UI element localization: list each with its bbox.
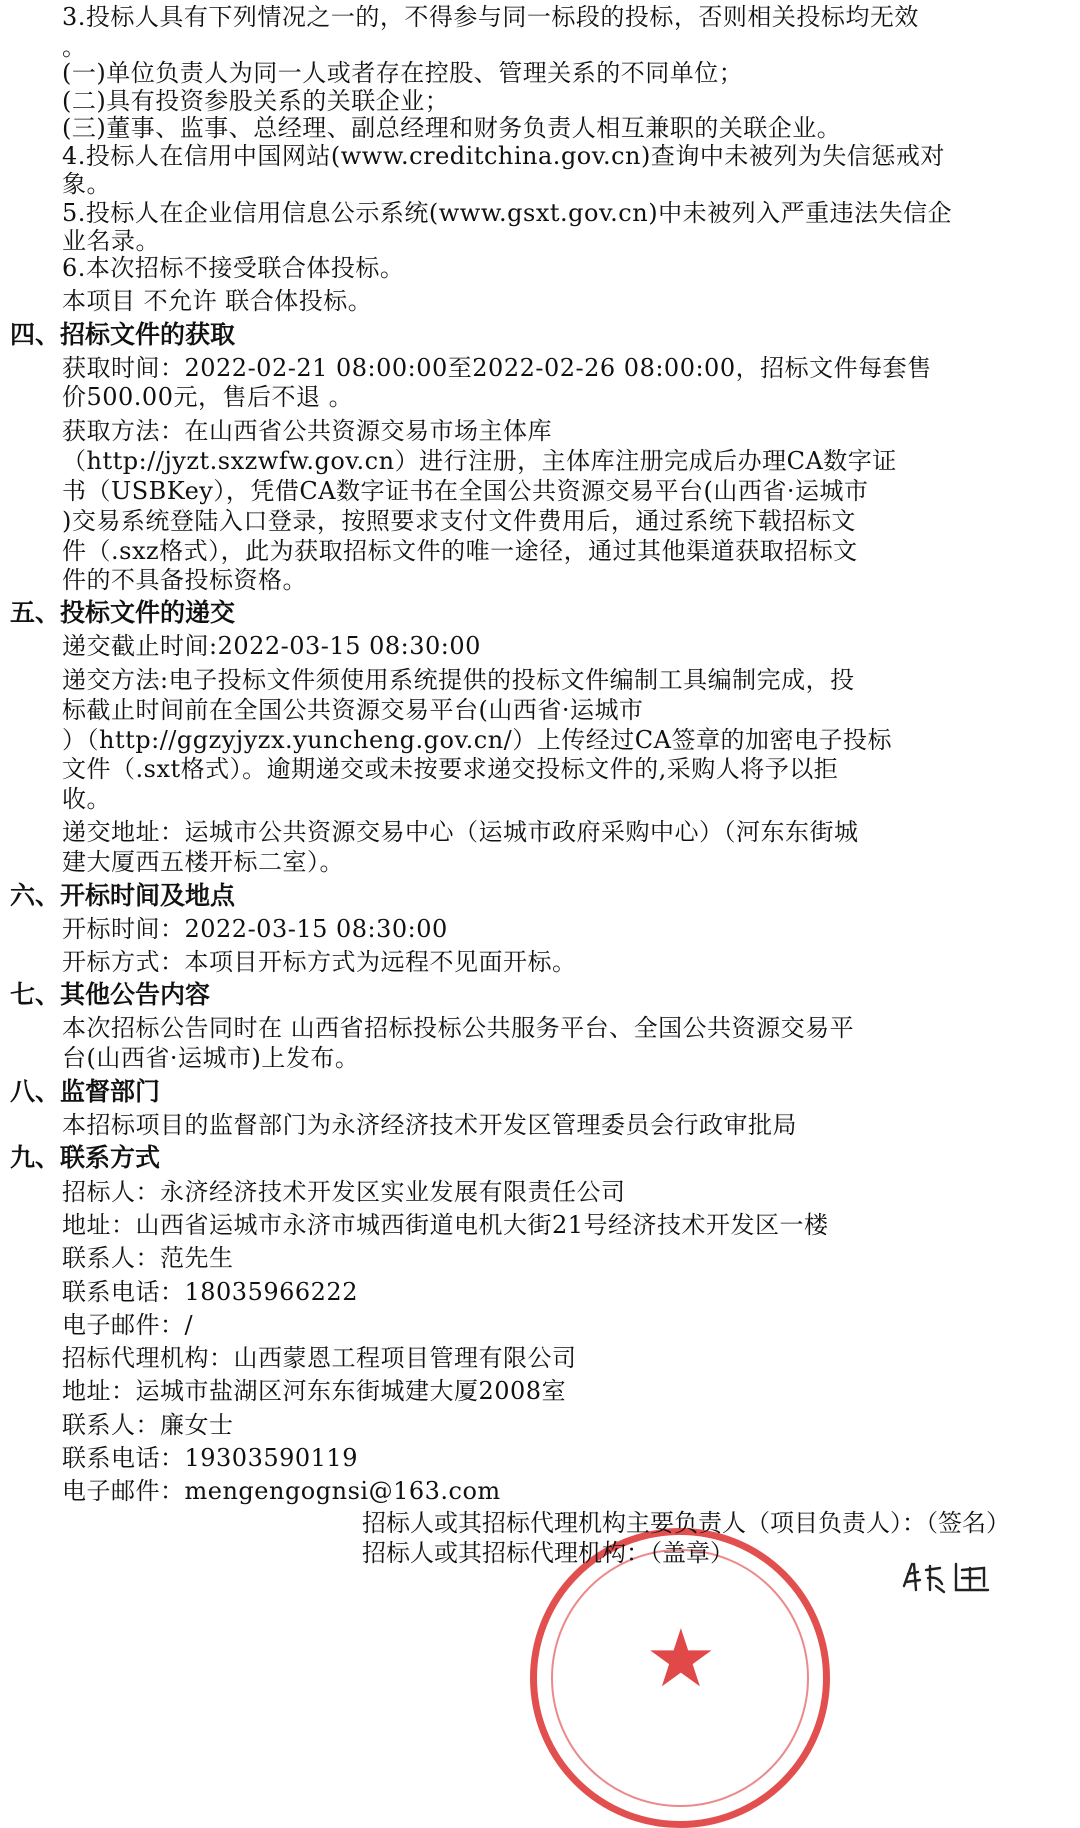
s5-line: 文件（.sxt格式）。逾期递交或未按要求递交投标文件的,采购人将予以拒: [62, 755, 839, 783]
s4-line: 书（USBKey），凭借CA数字证书在全国公共资源交易平台(山西省·运城市: [62, 477, 869, 505]
s5-line: 建大厦西五楼开标二室）。: [62, 848, 344, 876]
clause-5-cont: 业名录。: [62, 227, 160, 255]
contact-line: 联系电话：19303590119: [62, 1444, 358, 1472]
clause-4-cont: 象。: [62, 170, 111, 198]
clause-3-item-1: (一)单位负责人为同一人或者存在控股、管理关系的不同单位；: [62, 59, 744, 87]
s7-line: 台(山西省·运城市)上发布。: [62, 1044, 360, 1072]
clause-3: 3.投标人具有下列情况之一的，不得参与同一标段的投标，否则相关投标均无效: [62, 3, 919, 31]
contact-line: 地址：运城市盐湖区河东东街城建大厦2008室: [62, 1377, 567, 1405]
s6-line: 开标时间：2022-03-15 08:30:00: [62, 915, 448, 943]
section-heading-7: 七、其他公告内容: [10, 980, 211, 1009]
official-seal: [530, 1528, 830, 1828]
s5-line: 递交截止时间:2022-03-15 08:30:00: [62, 632, 481, 660]
s4-line: 获取方法：在山西省公共资源交易市场主体库: [62, 417, 552, 445]
s5-line: 递交方法:电子投标文件须使用系统提供的投标文件编制工具编制完成，投: [62, 666, 855, 694]
s5-line: 收。: [62, 785, 111, 813]
consortium-note: 本项目 不允许 联合体投标。: [62, 287, 373, 315]
seal-label: 招标人或其招标代理机构：（盖章）: [362, 1539, 734, 1567]
contact-line: 电子邮件：/: [62, 1311, 194, 1339]
s4-line: 件（.sxz格式），此为获取招标文件的唯一途径，通过其他渠道获取招标文: [62, 537, 858, 565]
s4-line: （http://jyzt.sxzwfw.gov.cn）进行注册，主体库注册完成后办理CA数字证: [62, 447, 897, 475]
section-heading-4: 四、招标文件的获取: [10, 320, 236, 349]
seal-inner-ring: [551, 1549, 809, 1807]
s5-line: ）（http://ggzyjyzx.yuncheng.gov.cn/）上传经过CA签章的加密电子投标: [62, 726, 892, 754]
contact-line: 招标人：永济经济技术开发区实业发展有限责任公司: [62, 1178, 626, 1206]
signature-label: 招标人或其招标代理机构主要负责人（项目负责人）：（签名）: [362, 1509, 1010, 1537]
clause-3-item-2: (二)具有投资参股关系的关联企业；: [62, 87, 450, 115]
s6-line: 开标方式：本项目开标方式为远程不见面开标。: [62, 948, 577, 976]
s4-line: 价500.00元，售后不退 。: [62, 383, 354, 411]
contact-line: 联系人：廉女士: [62, 1411, 234, 1439]
section-heading-6: 六、开标时间及地点: [10, 881, 236, 910]
contact-line: 地址：山西省运城市永济市城西街道电机大街21号经济技术开发区一楼: [62, 1211, 829, 1239]
clause-6: 6.本次招标不接受联合体投标。: [62, 254, 405, 282]
contact-line: 联系人：范先生: [62, 1244, 234, 1272]
s4-line: )交易系统登陆入口登录，按照要求支付文件费用后，通过系统下载招标文: [62, 507, 856, 535]
s5-line: 标截止时间前在全国公共资源交易平台(山西省·运城市: [62, 696, 644, 724]
clause-4: 4.投标人在信用中国网站(www.creditchina.gov.cn)查询中未被列为失信惩戒对: [62, 142, 945, 170]
section-heading-9: 九、联系方式: [10, 1143, 161, 1172]
s5-line: 递交地址：运城市公共资源交易中心（运城市政府采购中心）（河东东街城: [62, 818, 859, 846]
handwritten-signature: [900, 1556, 1000, 1596]
s8-line: 本招标项目的监督部门为永济经济技术开发区管理委员会行政审批局: [62, 1111, 797, 1139]
section-heading-8: 八、监督部门: [10, 1077, 161, 1106]
clause-3-item-3: (三)董事、监事、总经理、副总经理和财务负责人相互兼职的关联企业。: [62, 114, 842, 142]
s4-line: 件的不具备投标资格。: [62, 566, 307, 594]
seal-star-icon: ★: [645, 1612, 717, 1705]
contact-line: 招标代理机构：山西蒙恩工程项目管理有限公司: [62, 1344, 577, 1372]
contact-line: 联系电话：18035966222: [62, 1278, 358, 1306]
s7-line: 本次招标公告同时在 山西省招标投标公共服务平台、全国公共资源交易平: [62, 1014, 855, 1042]
section-heading-5: 五、投标文件的递交: [10, 598, 236, 627]
s4-line: 获取时间：2022-02-21 08:00:00至2022-02-26 08:00:00，招标文件每套售: [62, 354, 932, 382]
clause-3-cont: 。: [62, 33, 87, 61]
clause-5: 5.投标人在企业信用信息公示系统(www.gsxt.gov.cn)中未被列入严重违法失信企: [62, 199, 953, 227]
contact-line: 电子邮件：mengengognsi@163.com: [62, 1477, 501, 1505]
